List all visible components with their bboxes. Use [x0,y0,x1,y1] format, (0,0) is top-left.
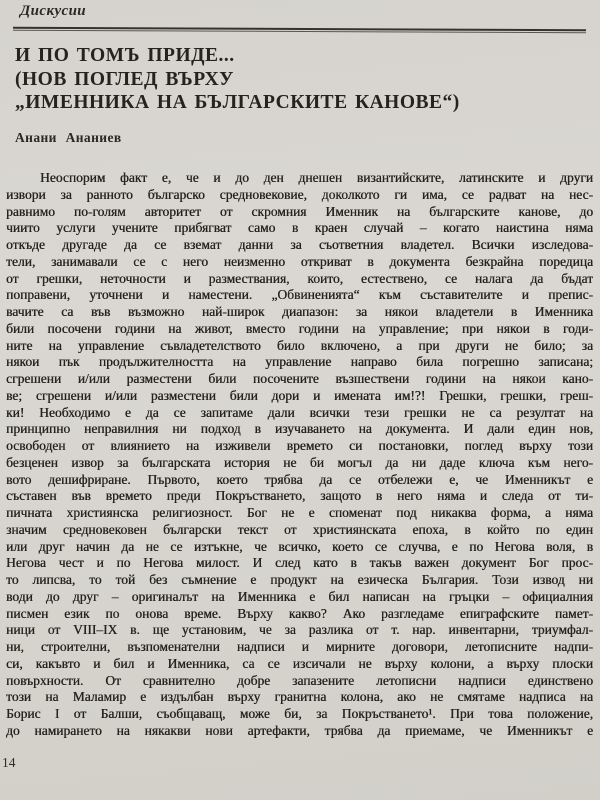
body-line: поправени, уточнени и наместени. „Обвиненията“ към съставителите и препис- [6,287,593,303]
body-line: били посочени години на живот, вместо години на управление; при някои в годи- [6,320,593,336]
body-line: ници от VIII–IX в. ще установим, че за разлика от т. нар. инвентарни, триумфал- [6,622,593,638]
body-line: Борис I от Балши, съобщаващ, може би, за Покръстването¹. При това положение, [6,706,593,721]
body-line: ни, строителни, възпоменателни надписи и мирните договори, летописните надпи- [6,639,593,654]
article-title [15,44,590,115]
body-line: извори за ранното българско средновековие, доколкото ги има, се радват на нес- [6,186,593,202]
body-line: то липсва, то той без съмнение е продукт на езическа България. Този извод ни [6,572,593,587]
body-line: безценен извор за българската история не би могъл да ни даде ключа към него- [6,454,593,470]
title-line-3: „ИМЕННИКА НА БЪЛГАРСКИТЕ КАНОВЕ“) [15,92,460,113]
body-line: ните на управление съвладетелството било включено, а при други не било; за [6,337,593,353]
body-line: Неоспорим факт е, че и до ден днешен византийските, латинските и други [40,170,593,185]
body-line: значим средновековен български текст от християнската епоха, в който по един [6,521,593,537]
body-line: тели, занимавали се с него неизменно откриват в документа безкрайна поредица [6,253,593,269]
body-line: принципно неправилния ни подход в изучаването на документа. И дали един нов, [6,421,593,437]
body-line: откъде другаде да се вземат данни за съответния владетел. Всички изследова- [6,237,593,252]
body-line: вачите са във възможно най-широк диапазон: за някои владетели в Именника [6,304,593,319]
body-line: вото дешифриране. Първото, което трябва да се отбележи е, че Именникът е [6,471,593,487]
body-line: пичната християнска религиозност. Бог не е споменат под никаква форма, а няма [6,505,593,520]
body-line: ки! Необходимо е да се запитаме дали всички тези грешки не са резултат на [6,404,593,420]
body-line: сгрешени и/или разместени били посочените възшествени години на някои кано- [6,371,593,386]
page-number: 14 [2,755,16,770]
article-body [6,170,593,740]
body-line: този на Маламир е издълбан върху гранитна колона, ако не смятаме надписа на [6,689,593,705]
body-line: писмен език по онова време. Върху какво? Ако разгледаме епиграфските памет- [6,605,593,621]
title-line-2: (НОВ ПОГЛЕД ВЪРХУ [15,68,234,90]
title-line-1: И ПО ТОМЪ ПРИДЕ... [15,45,235,66]
body-line: си, какъвто и бил и Именника, са се изсичали не върху колони, а върху плоски [6,655,593,671]
header-rule [13,27,586,34]
body-line: ве; сгрешени и/или разместени били дори и имената им!?! Грешки, грешки, греш- [6,387,593,403]
body-line: от грешки, неточности и размествания, които, естествено, се налага да бъдат [6,270,593,286]
body-line: или друг начин да не се изтъкне, че всичко, което се случва, е по Негова воля, в [6,538,593,554]
body-line: някои пък продължителността на управление направо била погрешно записана; [6,354,593,370]
body-line: чиито услуги учените прибягват само в краен случай – когато наистина няма [6,220,593,236]
body-line: равнимо по-голям авторитет от скромния Именник на българските канове, до [6,203,593,219]
body-line: до намирането на някакви нови артефакти, трябва да приемаме, че Именникът е [6,722,593,738]
running-header: Дискусии [20,3,87,19]
body-line: води до друг – оригиналът на Именника е бил написан на гръцки – официалния [6,588,593,604]
body-line: освободен от влиянието на изживели времето си постановки, поглед върху този [6,438,593,453]
body-line: Негова чест и по Негова милост. И след като в такъв важен документ Бог прос- [6,555,593,571]
body-line: съставен във времето преди Покръстването, защото в него няма и следа от ти- [6,488,593,504]
author-name: Анани Ананиев [15,130,122,145]
body-line: повърхности. От сравнително добре запазените летописни надписи единствено [6,672,593,688]
